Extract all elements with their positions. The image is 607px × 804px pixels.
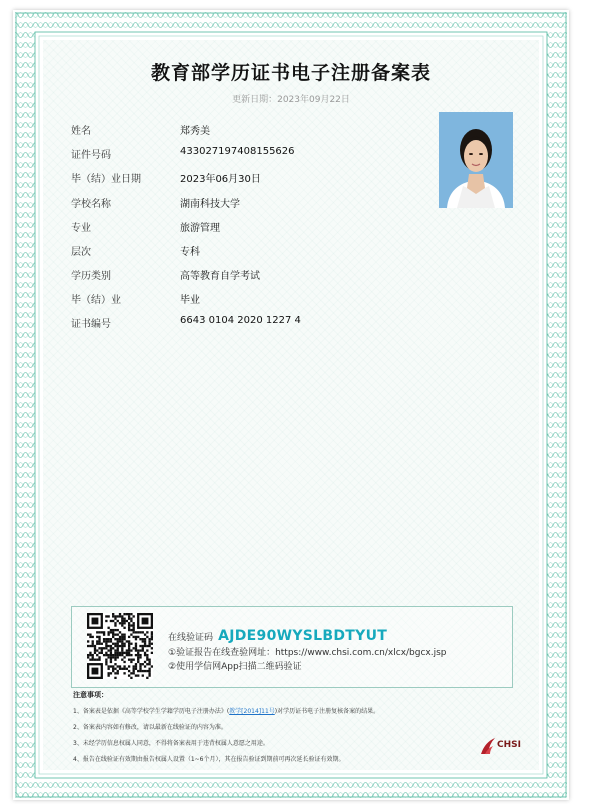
field-value: 旅游管理: [180, 223, 220, 234]
verify-code-label: 在线验证码: [168, 633, 214, 643]
note-item: [73, 722, 227, 731]
note-text: 4、报告在线验证有效期由报告权属人设置（1~6个月），其在报告验证到期前可再次延长验证有效期。: [73, 756, 345, 763]
field-label: 学历类别: [71, 271, 111, 282]
chsi-logo-text: CHSI: [497, 740, 521, 750]
verification-box: [71, 606, 513, 688]
document-title: 教育部学历证书电子注册备案表: [150, 62, 431, 84]
verify-code: AJDE90WYSLBDTYUT: [218, 628, 388, 644]
field-label: 姓名: [71, 126, 91, 137]
verify-code-line: [168, 625, 387, 644]
field-value: 湖南科技大学: [180, 199, 240, 210]
field-value: 6643 0104 2020 1227 4: [180, 315, 301, 326]
verify-app-line: ②使用学信网App扫描二维码验证: [168, 662, 302, 672]
field-label: 层次: [71, 247, 91, 258]
field-value: 2023年06月30日: [180, 174, 261, 185]
field-label: 证件号码: [71, 150, 111, 161]
field-value: 郑秀美: [180, 126, 210, 137]
chsi-logo: [479, 736, 523, 756]
field-value: 毕业: [180, 295, 200, 306]
field-label: 毕（结）业: [71, 295, 121, 306]
note-item: [73, 754, 344, 763]
field-label: 毕（结）业日期: [71, 174, 141, 185]
chsi-logo-icon: [479, 736, 497, 756]
note-item: [73, 706, 379, 715]
field-label: 专业: [71, 223, 91, 234]
note-item: [73, 738, 269, 747]
note-text: 2、备案表内容如有修改，请以最新在线验证的内容为准。: [73, 724, 227, 731]
field-value: 433027197408155626: [180, 146, 295, 157]
notes-title: 注意事项：: [73, 691, 108, 699]
update-date: 更新日期：2023年09月22日: [232, 95, 350, 105]
verify-url-line: ①验证报告在线查验网址：https://www.chsi.com.cn/xlcx/bgcx.jsp: [168, 648, 447, 658]
qr-code[interactable]: [87, 613, 153, 679]
note-text: )对学历证书电子注册复核备案的结果。: [274, 708, 380, 715]
note-text: 1、备案表是依据《高等学校学生学籍学历电子注册办法》(: [73, 708, 230, 715]
note-text: 3、未经学历信息权属人同意，不得将备案表用于违背权属人意愿之用途。: [73, 740, 269, 747]
field-label: 学校名称: [71, 199, 111, 210]
field-label: 证书编号: [71, 319, 111, 330]
id-photo: [439, 112, 513, 208]
field-value: 高等教育自学考试: [180, 271, 260, 282]
certificate-page: [13, 10, 569, 800]
field-value: 专科: [180, 247, 200, 258]
regulation-link[interactable]: 教学[2014]11号: [229, 708, 275, 715]
